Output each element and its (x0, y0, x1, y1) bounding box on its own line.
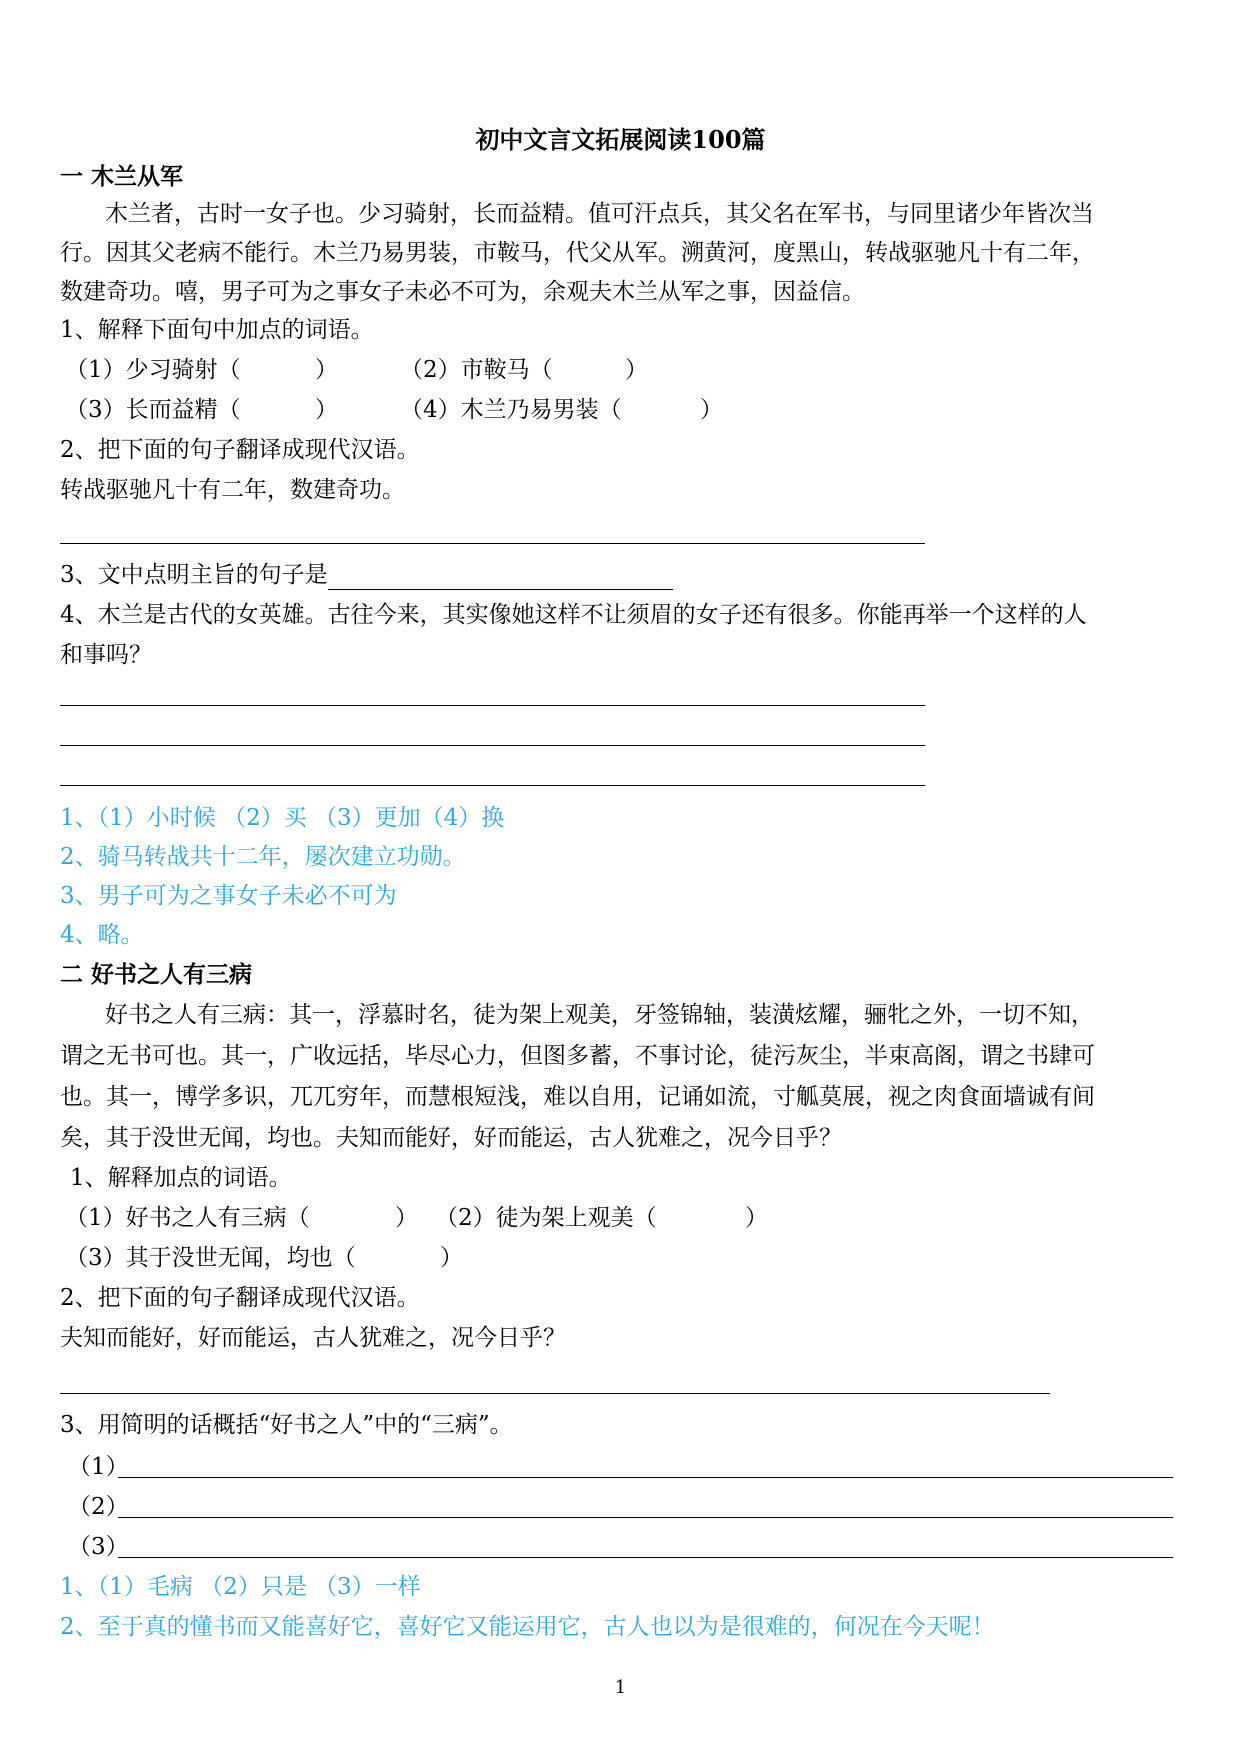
question-text: 1、解释下面句中加点的词语。 (60, 317, 374, 343)
answer-line (60, 1393, 1050, 1394)
document-title: 初中文言文拓展阅读100篇 (475, 125, 766, 154)
question-item: （3）长而益精（ (65, 397, 241, 423)
answer-line (118, 1517, 1173, 1518)
answer-blank (328, 567, 673, 590)
passage-line: 好书之人有三病：其一，浮慕时名，徒为架上观美，牙签锦轴，装潢炫耀，骊牝之外，一切不知， (105, 1002, 1094, 1028)
answer-line (60, 543, 925, 544)
question-text: 2、把下面的句子翻译成现代汉语。 (60, 1285, 420, 1311)
question-item: （1）好书之人有三病（ (65, 1205, 310, 1231)
question-item: （3）其于没世无闻，均也（ (65, 1245, 356, 1271)
page-number: 1 (614, 1677, 627, 1698)
passage-line: 矣，其于没世无闻，均也。夫知而能好，好而能运，古人犹难之，况今日乎？ (60, 1125, 842, 1151)
question-text: 1、解释加点的词语。 (70, 1165, 292, 1191)
answer-line (118, 1557, 1173, 1558)
bracket-close: ） (745, 1205, 768, 1231)
answer-key-line: 2、至于真的懂书而又能喜好它，喜好它又能运用它，古人也以为是很难的，何况在今天呢！ (60, 1614, 995, 1640)
answer-line (60, 745, 925, 746)
passage-line: 数建奇功。嘻，男子可为之事女子未必不可为，余观夫木兰从军之事，因益信。 (60, 279, 865, 305)
passage-line: 木兰者，古时一女子也。少习骑射，长而益精。值可汗点兵，其父名在军书，与同里诸少年皆次当 (105, 201, 1094, 227)
question-text: 3、用简明的话概括“好书之人”中的“三病”。 (60, 1412, 513, 1438)
question-text: 2、把下面的句子翻译成现代汉语。 (60, 437, 420, 463)
answer-key-line: 1、（1）小时候 （2）买 （3）更加（4）换 (60, 805, 505, 831)
bracket-close: ） (440, 1245, 463, 1271)
answer-key-line: 3、男子可为之事女子未必不可为 (60, 883, 397, 909)
question-item: （2） (68, 1494, 129, 1520)
question-item: （1） (68, 1454, 129, 1480)
bracket-close: ） (315, 357, 338, 383)
question-item: （2）徒为架上观美（ (435, 1205, 657, 1231)
answer-key-line: 1、（1）毛病 （2）只是 （3）一样 (60, 1574, 421, 1600)
bracket-close: ） (395, 1205, 418, 1231)
answer-key-line: 4、略。 (60, 922, 144, 948)
question-item: （4）木兰乃易男装（ (400, 397, 622, 423)
question-text: 4、木兰是古代的女英雄。古往今来，其实像她这样不让须眉的女子还有很多。你能再举一个这样的人 (60, 602, 1087, 628)
question-item: （3） (68, 1534, 129, 1560)
passage-line: 谓之无书可也。其一，广收远括，毕尽心力，但图多蓄，不事讨论，徒污灰尘，半束高阁，谓之书肆可 (60, 1043, 1095, 1069)
question-item: （1）少习骑射（ (65, 357, 241, 383)
bracket-close: ） (700, 397, 723, 423)
answer-line (60, 785, 925, 786)
bracket-close: ） (625, 357, 648, 383)
bracket-close: ） (315, 397, 338, 423)
answer-line (118, 1477, 1173, 1478)
question-item: （2）市鞍马（ (400, 357, 553, 383)
answer-line (60, 705, 925, 706)
section-heading: 一 木兰从军 (60, 164, 184, 190)
question-sentence: 转战驱驰凡十有二年，数建奇功。 (60, 477, 405, 503)
section-heading: 二 好书之人有三病 (60, 962, 253, 988)
question-text: 和事吗？ (60, 642, 152, 668)
passage-line: 行。因其父老病不能行。木兰乃易男装，市鞍马，代父从军。溯黄河，度黑山，转战驱驰凡十有二年， (60, 240, 1095, 266)
question-sentence: 夫知而能好，好而能运，古人犹难之，况今日乎？ (60, 1325, 566, 1351)
passage-line: 也。其一，博学多识，兀兀穷年，而慧根短浅，难以自用，记诵如流，寸觚莫展，视之肉食面墙诚有间 (60, 1084, 1095, 1110)
answer-key-line: 2、骑马转战共十二年，屡次建立功勋。 (60, 844, 466, 870)
question-text: 3、文中点明主旨的句子是 (60, 560, 673, 590)
